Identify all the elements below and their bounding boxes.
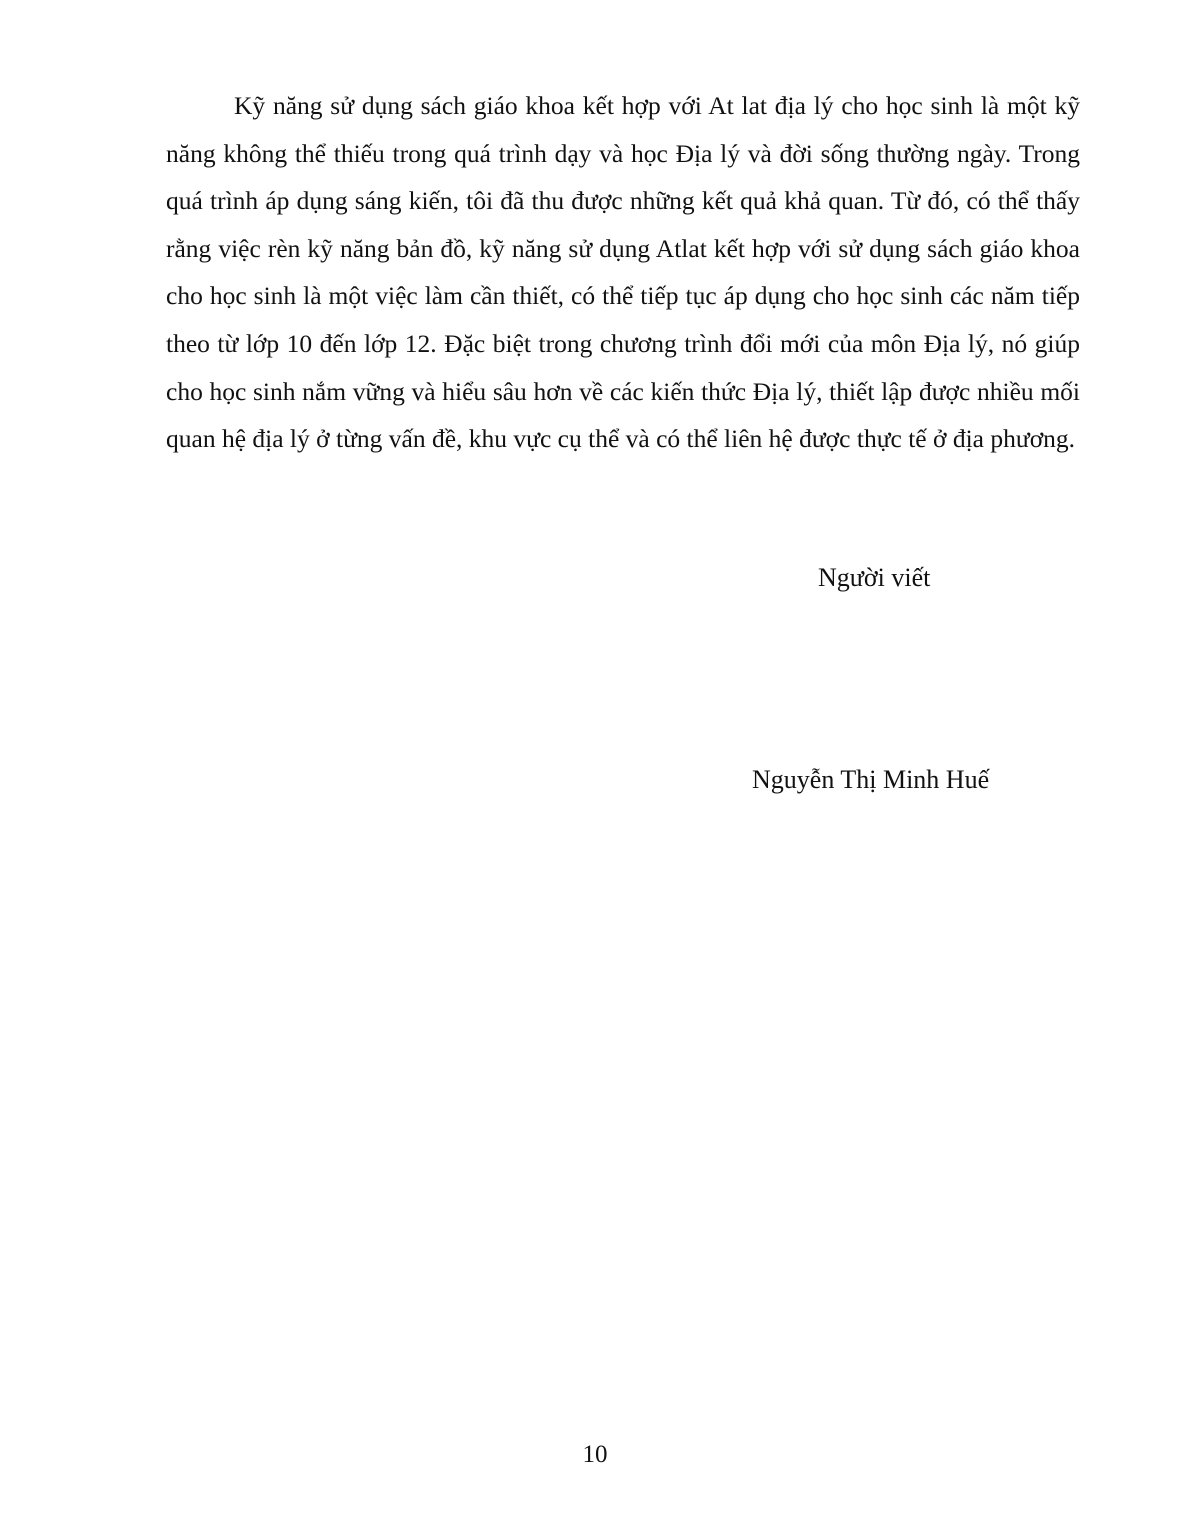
body-paragraph: Kỹ năng sử dụng sách giáo khoa kết hợp với At lat địa lý cho học sinh là một kỹ năng không thể thiếu trong quá trình dạy và học Địa lý và đời sống thường ngày. Trong quá trình áp dụng sáng kiến, tôi đã thu được những kết quả khả quan. Từ đó, có thể thấy rằng việc rèn kỹ năng bản đồ, kỹ năng sử dụng Atlat kết hợp với sử dụng sách giáo khoa cho học sinh là một việc làm cần thiết, có thể tiếp tục áp dụng cho học sinh các năm tiếp theo từ lớp 10 đến lớp 12. Đặc biệt trong chương trình đổi mới của môn Địa lý, nó giúp cho học sinh nắm vững và hiểu sâu hơn về các kiến thức Địa lý, thiết lập được nhiều mối quan hệ địa lý ở từng vấn đề, khu vực cụ thể và có thể liên hệ được thực tế ở địa phương.	[166, 91, 1080, 454]
signer-title: Người viết	[818, 563, 931, 592]
signer-name: Nguyễn Thị Minh Huế	[752, 765, 990, 794]
page-number: 10	[582, 1441, 608, 1468]
